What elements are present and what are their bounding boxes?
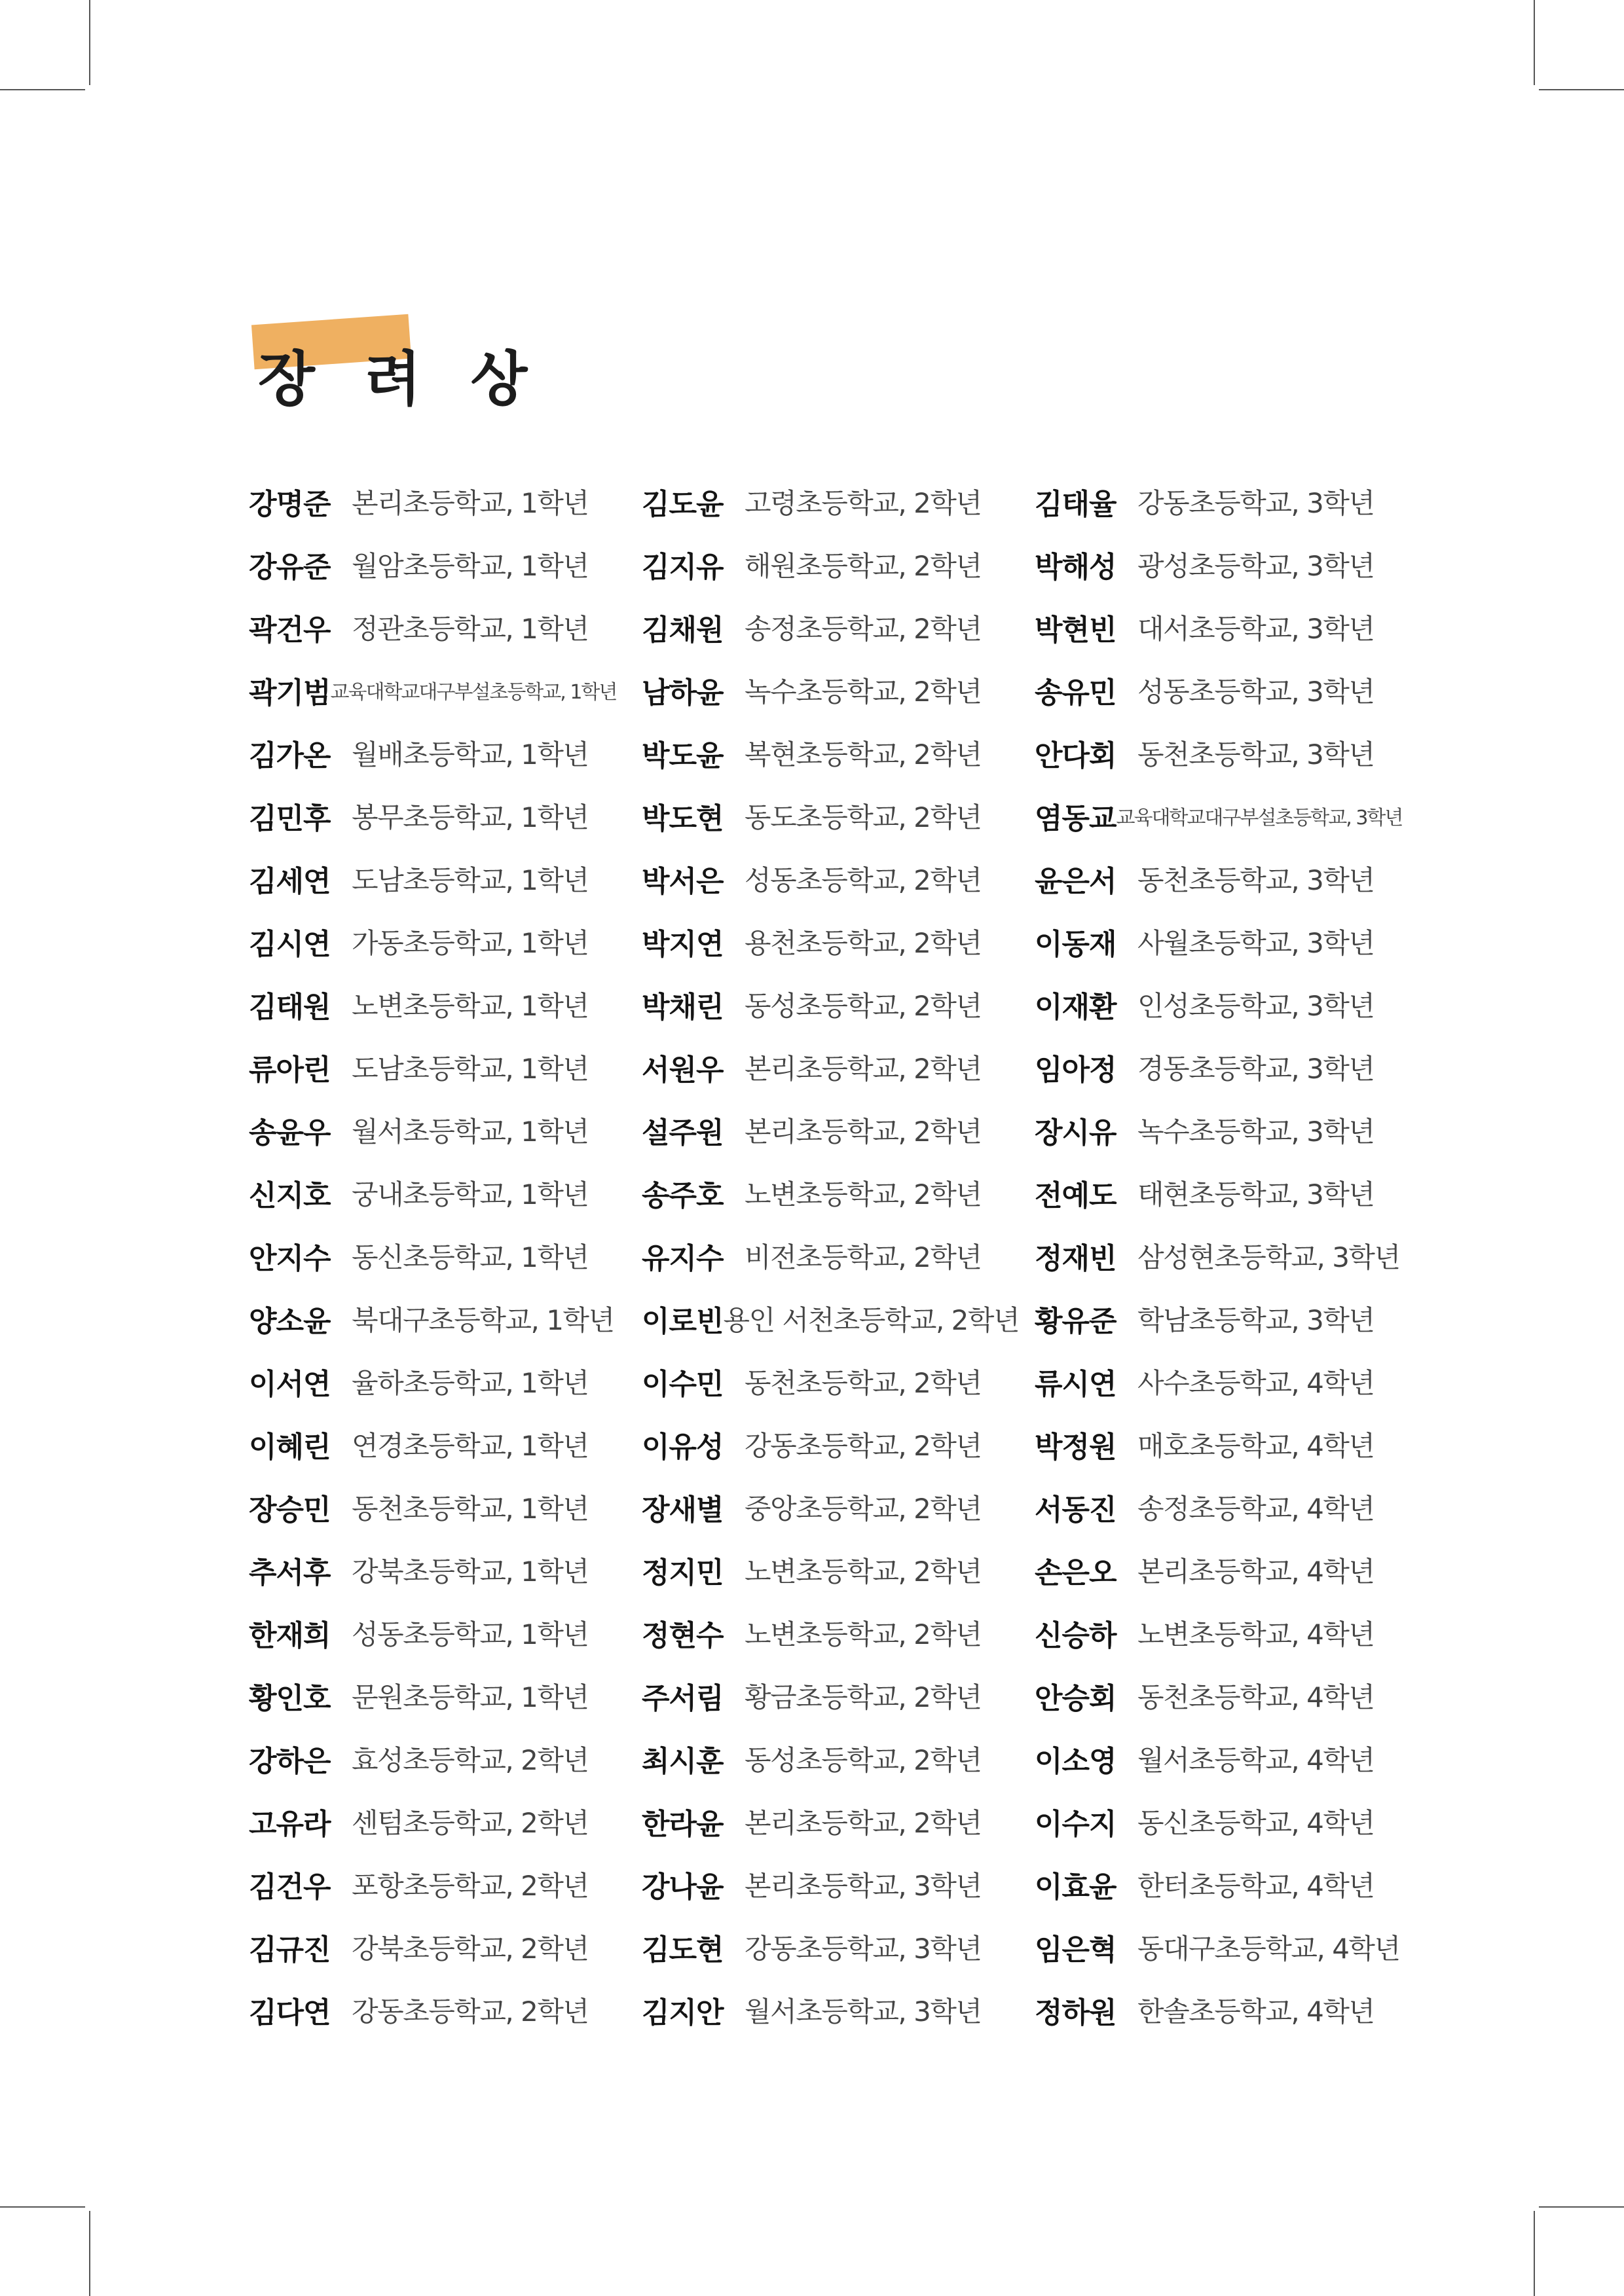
winner-school: 노변초등학교, 4학년 [1137, 1618, 1375, 1650]
winner-row [249, 1853, 616, 1916]
winner-row [1035, 533, 1401, 596]
winner-name: 서원우 [642, 1053, 724, 1087]
winner-school: 동성초등학교, 2학년 [745, 1744, 982, 1776]
winner-row [249, 470, 616, 533]
winner-row [642, 1099, 1008, 1161]
winner-school: 본리초등학교, 3학년 [745, 1870, 982, 1902]
winner-school: 본리초등학교, 2학년 [745, 1807, 982, 1839]
winner-school: 봉무초등학교, 1학년 [352, 801, 589, 833]
winner-name: 신지호 [249, 1179, 331, 1212]
winner-row [1035, 1413, 1401, 1476]
winner-row [1035, 721, 1401, 784]
winner-name: 최시훈 [642, 1745, 724, 1778]
winner-row [249, 1664, 616, 1727]
winner-school: 문원초등학교, 1학년 [352, 1681, 589, 1713]
winner-name: 김도현 [642, 1933, 724, 1967]
winner-school: 비전초등학교, 2학년 [745, 1241, 982, 1273]
winner-row [1035, 1476, 1401, 1539]
winner-row [1035, 1224, 1401, 1287]
winner-row [249, 910, 616, 973]
winner-name: 정재빈 [1035, 1242, 1116, 1275]
winner-row [1035, 847, 1401, 910]
winner-name: 안다회 [1035, 739, 1116, 773]
winner-school: 송정초등학교, 2학년 [745, 613, 982, 645]
winner-row [642, 533, 1008, 596]
winner-row [642, 1350, 1008, 1413]
winner-row [249, 1287, 616, 1350]
winner-name: 임아정 [1035, 1053, 1116, 1087]
winner-row [1035, 1601, 1401, 1664]
winner-name: 김태율 [1035, 488, 1116, 521]
winner-name: 곽건우 [249, 613, 331, 647]
winner-name: 김건우 [249, 1870, 331, 1904]
winner-school: 강동초등학교, 2학년 [745, 1430, 982, 1462]
winner-school: 강동초등학교, 3학년 [1137, 487, 1375, 519]
winner-name: 이로빈 [642, 1305, 724, 1338]
winner-row [1035, 596, 1401, 659]
winner-name: 서동진 [1035, 1493, 1116, 1527]
winner-name: 이유성 [642, 1430, 724, 1464]
winner-row [249, 1978, 616, 2041]
winner-name: 유지수 [642, 1242, 724, 1275]
winner-name: 고유라 [249, 1808, 331, 1841]
crop-mark [1539, 89, 1624, 90]
winner-name: 송윤우 [249, 1116, 331, 1150]
winner-school: 동천초등학교, 2학년 [745, 1367, 982, 1399]
winner-row [249, 847, 616, 910]
winner-name: 안지수 [249, 1242, 331, 1275]
winner-school: 매호초등학교, 4학년 [1137, 1430, 1375, 1462]
winner-row [249, 1036, 616, 1099]
winner-school: 동천초등학교, 1학년 [352, 1493, 589, 1525]
winner-name: 박현빈 [1035, 613, 1116, 647]
winner-row [642, 910, 1008, 973]
crop-mark [1539, 2206, 1624, 2208]
winner-school: 동대구초등학교, 4학년 [1137, 1933, 1400, 1965]
winner-name: 한라윤 [642, 1808, 724, 1841]
winner-row [1035, 1350, 1401, 1413]
winner-school: 본리초등학교, 1학년 [352, 487, 589, 519]
winner-name: 박도윤 [642, 739, 724, 773]
winner-name: 김민후 [249, 802, 331, 835]
winner-school: 인성초등학교, 3학년 [1137, 990, 1375, 1022]
winner-row [249, 1350, 616, 1413]
winner-row [249, 1099, 616, 1161]
winner-school: 고령초등학교, 2학년 [745, 487, 982, 519]
winner-school: 교육대학교대구부설초등학교, 1학년 [330, 681, 617, 704]
winner-name: 이효윤 [1035, 1870, 1116, 1904]
winner-school: 본리초등학교, 4학년 [1137, 1556, 1375, 1588]
winner-school: 월서초등학교, 4학년 [1137, 1744, 1375, 1776]
winner-row [1035, 1790, 1401, 1853]
winner-school: 광성초등학교, 3학년 [1137, 550, 1375, 582]
winner-school: 노변초등학교, 2학년 [745, 1618, 982, 1650]
winner-school: 월배초등학교, 1학년 [352, 738, 589, 771]
winner-name: 박채린 [642, 991, 724, 1024]
page-title: 장 려 상 [258, 345, 542, 414]
winner-school: 한솔초등학교, 4학년 [1137, 1995, 1375, 2028]
winner-school: 성동초등학교, 3학년 [1137, 676, 1375, 708]
winner-row [642, 1853, 1008, 1916]
winner-name: 정하원 [1035, 1996, 1116, 2030]
winner-row [1035, 1099, 1401, 1161]
winner-row [249, 784, 616, 847]
winner-school: 동신초등학교, 4학년 [1137, 1807, 1375, 1839]
crop-mark [89, 0, 90, 85]
winner-school: 사수초등학교, 4학년 [1137, 1367, 1375, 1399]
crop-mark [0, 2206, 85, 2208]
winner-school: 녹수초등학교, 2학년 [745, 676, 982, 708]
winner-row [249, 1790, 616, 1853]
winner-school: 정관초등학교, 1학년 [352, 613, 589, 645]
winner-name: 강하은 [249, 1745, 331, 1778]
winner-school: 연경초등학교, 1학년 [352, 1430, 589, 1462]
winner-name: 김규진 [249, 1933, 331, 1967]
winners-column-3 [1035, 470, 1401, 2041]
winner-school: 본리초등학교, 2학년 [745, 1116, 982, 1148]
winner-name: 송유민 [1035, 676, 1116, 710]
winner-row [249, 1161, 616, 1224]
winner-row [1035, 659, 1401, 721]
winner-row [249, 1727, 616, 1790]
winner-name: 김채원 [642, 613, 724, 647]
winner-name: 박해성 [1035, 551, 1116, 584]
winner-school: 본리초등학교, 2학년 [745, 1053, 982, 1085]
winner-name: 장시유 [1035, 1116, 1116, 1150]
winner-school: 복현초등학교, 2학년 [745, 738, 982, 771]
winner-school: 한터초등학교, 4학년 [1137, 1870, 1375, 1902]
winner-row [642, 973, 1008, 1036]
winner-school: 성동초등학교, 1학년 [352, 1618, 589, 1650]
winner-school: 도남초등학교, 1학년 [352, 1053, 589, 1085]
winner-name: 이수민 [642, 1368, 724, 1401]
winner-name: 이혜린 [249, 1430, 331, 1464]
winner-name: 김지안 [642, 1996, 724, 2030]
winner-row [249, 721, 616, 784]
winner-name: 김세연 [249, 865, 331, 898]
winner-school: 월서초등학교, 3학년 [745, 1995, 982, 2028]
winner-name: 강명준 [249, 488, 331, 521]
winner-row [642, 1476, 1008, 1539]
winner-row [249, 1476, 616, 1539]
winner-name: 박도현 [642, 802, 724, 835]
winner-row [1035, 1916, 1401, 1978]
winner-row [249, 659, 616, 721]
winner-row [249, 1539, 616, 1601]
winner-school: 강북초등학교, 1학년 [352, 1556, 589, 1588]
winner-name: 김지유 [642, 551, 724, 584]
winner-school: 율하초등학교, 1학년 [352, 1367, 589, 1399]
winner-school: 월서초등학교, 1학년 [352, 1116, 589, 1148]
winner-name: 이소영 [1035, 1745, 1116, 1778]
winner-school: 송정초등학교, 4학년 [1137, 1493, 1375, 1525]
winner-school: 중앙초등학교, 2학년 [745, 1493, 982, 1525]
winner-school: 동신초등학교, 1학년 [352, 1241, 589, 1273]
winner-name: 강나윤 [642, 1870, 724, 1904]
winner-row [249, 1601, 616, 1664]
winner-row [642, 1036, 1008, 1099]
winner-name: 윤은서 [1035, 865, 1116, 898]
winner-school: 노변초등학교, 2학년 [745, 1178, 982, 1211]
winner-name: 한재희 [249, 1619, 331, 1652]
winner-school: 노변초등학교, 1학년 [352, 990, 589, 1022]
winner-row [642, 470, 1008, 533]
winner-name: 정현수 [642, 1619, 724, 1652]
winners-column-1 [249, 470, 616, 2041]
winner-row [642, 1224, 1008, 1287]
winner-school: 포항초등학교, 2학년 [352, 1870, 589, 1902]
winner-name: 곽기범 [249, 676, 331, 710]
winner-row [1035, 1853, 1401, 1916]
winner-row [642, 1790, 1008, 1853]
winner-row [1035, 470, 1401, 533]
winner-row [249, 1413, 616, 1476]
winner-name: 이재환 [1035, 991, 1116, 1024]
winner-row [1035, 1539, 1401, 1601]
crop-mark [1534, 0, 1535, 85]
winner-name: 장승민 [249, 1493, 331, 1527]
winner-name: 황유준 [1035, 1305, 1116, 1338]
winner-name: 양소윤 [249, 1305, 331, 1338]
winner-name: 장새별 [642, 1493, 724, 1527]
crop-mark [1534, 2211, 1535, 2296]
winner-school: 경동초등학교, 3학년 [1137, 1053, 1375, 1085]
winner-school: 동성초등학교, 2학년 [745, 990, 982, 1022]
winner-name: 추서후 [249, 1556, 331, 1590]
winner-row [249, 973, 616, 1036]
winner-school: 교육대학교대구부설초등학교, 3학년 [1116, 807, 1403, 829]
winner-school: 용천초등학교, 2학년 [745, 927, 982, 959]
winner-name: 남하윤 [642, 676, 724, 710]
winner-school: 용인 서천초등학교, 2학년 [723, 1304, 1020, 1336]
winner-school: 태현초등학교, 3학년 [1137, 1178, 1375, 1211]
winner-name: 이동재 [1035, 928, 1116, 961]
winner-name: 전예도 [1035, 1179, 1116, 1212]
winner-row [249, 596, 616, 659]
winner-name: 정지민 [642, 1556, 724, 1590]
winner-school: 궁내초등학교, 1학년 [352, 1178, 589, 1211]
winner-row [642, 1916, 1008, 1978]
winner-school: 녹수초등학교, 3학년 [1137, 1116, 1375, 1148]
winner-name: 박지연 [642, 928, 724, 961]
winner-row [1035, 1664, 1401, 1727]
winner-name: 임은혁 [1035, 1933, 1116, 1967]
crop-mark [89, 2211, 90, 2296]
winner-name: 이서연 [249, 1368, 331, 1401]
winner-school: 동천초등학교, 3학년 [1137, 738, 1375, 771]
winner-school: 월암초등학교, 1학년 [352, 550, 589, 582]
winner-row [642, 1727, 1008, 1790]
winner-row [1035, 1036, 1401, 1099]
winner-school: 노변초등학교, 2학년 [745, 1556, 982, 1588]
winner-row [642, 1287, 1020, 1350]
winner-name: 김시연 [249, 928, 331, 961]
winner-row [1035, 973, 1401, 1036]
winner-school: 동도초등학교, 2학년 [745, 801, 982, 833]
winners-column-2 [642, 470, 1020, 2041]
section-heading [248, 306, 542, 414]
winner-school: 동천초등학교, 4학년 [1137, 1681, 1375, 1713]
winner-row [642, 1161, 1008, 1224]
winner-name: 류시연 [1035, 1368, 1116, 1401]
winner-row [249, 533, 616, 596]
winner-name: 이수지 [1035, 1808, 1116, 1841]
winner-school: 강동초등학교, 3학년 [745, 1933, 982, 1965]
crop-mark [0, 89, 85, 90]
winner-name: 염동교 [1035, 802, 1116, 835]
winner-row [1035, 1727, 1401, 1790]
winner-school: 효성초등학교, 2학년 [352, 1744, 589, 1776]
winner-row [642, 1413, 1008, 1476]
winner-school: 도남초등학교, 1학년 [352, 864, 589, 896]
winner-row [249, 1224, 616, 1287]
winner-name: 김가온 [249, 739, 331, 773]
winner-school: 강북초등학교, 2학년 [352, 1933, 589, 1965]
winner-school: 황금초등학교, 2학년 [745, 1681, 982, 1713]
winner-school: 센텀초등학교, 2학년 [352, 1807, 589, 1839]
winner-name: 김태원 [249, 991, 331, 1024]
winner-name: 안승회 [1035, 1682, 1116, 1715]
winner-name: 신승하 [1035, 1619, 1116, 1652]
winner-name: 류아린 [249, 1053, 331, 1087]
winner-name: 박서은 [642, 865, 724, 898]
winner-row [249, 1916, 616, 1978]
winner-row [1035, 1287, 1401, 1350]
winner-name: 황인호 [249, 1682, 331, 1715]
winner-row [642, 659, 1008, 721]
winner-school: 동천초등학교, 3학년 [1137, 864, 1375, 896]
winner-row [1035, 1161, 1401, 1224]
winner-row [642, 1978, 1008, 2041]
winner-name: 손은오 [1035, 1556, 1116, 1590]
winner-row [642, 784, 1008, 847]
winner-school: 강동초등학교, 2학년 [352, 1995, 589, 2028]
winner-name: 박정원 [1035, 1430, 1116, 1464]
winner-row [642, 1539, 1008, 1601]
winner-row [642, 721, 1008, 784]
winner-school: 성동초등학교, 2학년 [745, 864, 982, 896]
winner-name: 주서림 [642, 1682, 724, 1715]
winner-row [1035, 1978, 1401, 2041]
winner-row [642, 1664, 1008, 1727]
winner-school: 삼성현초등학교, 3학년 [1137, 1241, 1400, 1273]
winner-school: 학남초등학교, 3학년 [1137, 1304, 1375, 1336]
winner-row [1035, 910, 1401, 973]
winner-name: 강유준 [249, 551, 331, 584]
winner-row [642, 847, 1008, 910]
winner-school: 가동초등학교, 1학년 [352, 927, 589, 959]
winner-name: 설주원 [642, 1116, 724, 1150]
winner-row [642, 1601, 1008, 1664]
winner-name: 송주호 [642, 1179, 724, 1212]
winner-school: 해원초등학교, 2학년 [745, 550, 982, 582]
winner-school: 사월초등학교, 3학년 [1137, 927, 1375, 959]
winner-school: 북대구초등학교, 1학년 [352, 1304, 614, 1336]
winner-name: 김다연 [249, 1996, 331, 2030]
winner-school: 대서초등학교, 3학년 [1137, 613, 1375, 645]
winner-row [1035, 784, 1401, 847]
winner-name: 김도윤 [642, 488, 724, 521]
winner-row [642, 596, 1008, 659]
